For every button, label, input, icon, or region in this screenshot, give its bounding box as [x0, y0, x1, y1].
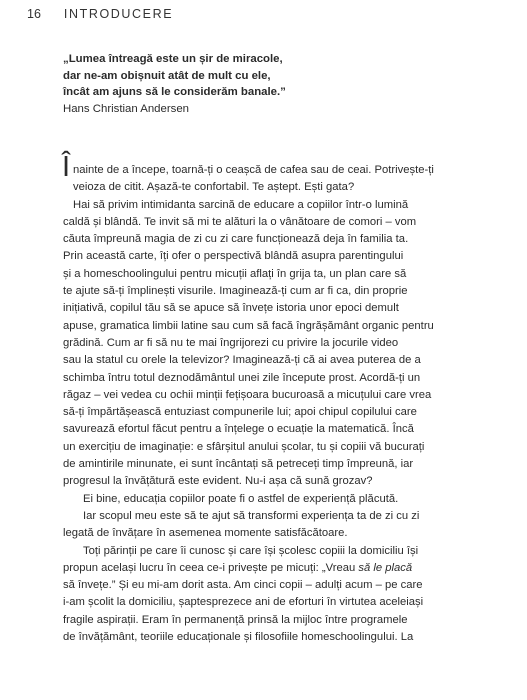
- body-line: căuta împreună magia de zi cu zi care funcționează deja în familia ta.: [63, 233, 409, 246]
- body-line: inițiativă, copilul tău să se apuce să învețe istoria unor epoci demult: [63, 302, 399, 315]
- italic-phrase: să le placă: [358, 561, 413, 574]
- chapter-title: INTRODUCERE: [63, 7, 174, 21]
- body-line: schimba întru totul deznodământul unei zile începute prost. Acordă-ți un: [63, 371, 421, 384]
- body-line: și a homeschoolingului pentru micuții aflați în grija ta, un plan care să: [63, 267, 407, 280]
- body-line: să învețe.” Și eu mi-am dorit asta. Am cinci copii – adulți acum – pe care: [63, 579, 423, 592]
- body-line: legată de învățare în asemenea momente satisfăcătoare.: [63, 527, 348, 540]
- epigraph-quote-line: „Lumea întreagă este un șir de miracole,: [63, 53, 283, 65]
- body-line: apuse, gramatica limbii latine sau cum să facă îngrășământ organic pentru: [63, 319, 434, 332]
- body-line: Ei bine, educația copiilor poate fi o astfel de experiență plăcută.: [83, 492, 399, 505]
- body-line: veioza de citit. Așază-te confortabil. Te aștept. Ești gata?: [73, 181, 355, 194]
- body-line: răgaz – vei vedea cu ochii minții fețișoara bucuroasă a micuțului care vrea: [63, 388, 432, 401]
- body-line: caldă și blândă. Te invit să mi te alături la o vânătoare de comori – vom: [63, 215, 417, 228]
- epigraph-author: Hans Christian Andersen: [63, 102, 189, 115]
- body-line: [63, 560, 497, 577]
- body-line: progresul la învățătură este evident. Nu-i așa că sună grozav?: [63, 475, 373, 488]
- body-line-text: propun același lucru în ceea ce-i privește pe micuți: „Vreau: [63, 561, 356, 574]
- drop-cap: Î: [62, 151, 71, 183]
- page-header: [27, 7, 173, 21]
- body-line: Iar scopul meu este să te ajut să transformi experiența ta de zi cu zi: [83, 509, 420, 522]
- body-line: fragile aspirații. Eram în permanență prinsă la mijloc între programele: [63, 613, 408, 626]
- body-line: Toți părinții pe care îi cunosc și care își școlesc copiii la domiciliu își: [83, 544, 419, 557]
- body-line: i-am școlit la domiciliu, șaptesprezece ani de eforturi în virtutea aceleiași: [63, 596, 424, 609]
- body-line: te ajute să-ți împlinești visurile. Imaginează-ți cum ar fi ca, din proprie: [63, 285, 408, 298]
- body-line: să-ți împărtășească entuziast compunerile lui; apoi chipul copilului care: [63, 406, 417, 419]
- body-line: savurează efortul făcut pentru a înțelege o ecuație la matematică. Încă: [63, 423, 414, 436]
- body-line: Hai să privim intimidanta sarcină de educare a copiilor într-o lumină: [73, 198, 409, 211]
- body-line: de învățământ, teoriile educaționale și filosofiile homeschoolingului. La: [63, 631, 414, 644]
- body-line: Prin această carte, îți ofer o perspectivă blândă asupra parentingului: [63, 250, 404, 263]
- body-line: de amintirile minunate, ei sunt încântați să petreceți timp împreună, iar: [63, 458, 414, 471]
- body-text: [63, 162, 497, 646]
- body-line: un exercițiu de imaginație: e sfârșitul anului școlar, tu și copiii vă bucurați: [63, 440, 425, 453]
- epigraph: [63, 51, 503, 117]
- body-line: sau la statul cu orele la televizor? Imaginează-ți că ai avea puterea de a: [63, 354, 421, 367]
- epigraph-quote-line: dar ne-am obișnuit atât de mult cu ele,: [63, 69, 271, 82]
- epigraph-quote-line: încât am ajuns să le considerăm banale.”: [63, 86, 286, 98]
- body-line: grădină. Cum ar fi să nu te mai îngrijorezi cu privire la jocurile video: [63, 336, 399, 349]
- body-line: nainte de a începe, toarnă-ți o ceașcă de cafea sau de ceai. Potrivește-ți: [73, 164, 434, 176]
- page-number: 16: [27, 7, 41, 21]
